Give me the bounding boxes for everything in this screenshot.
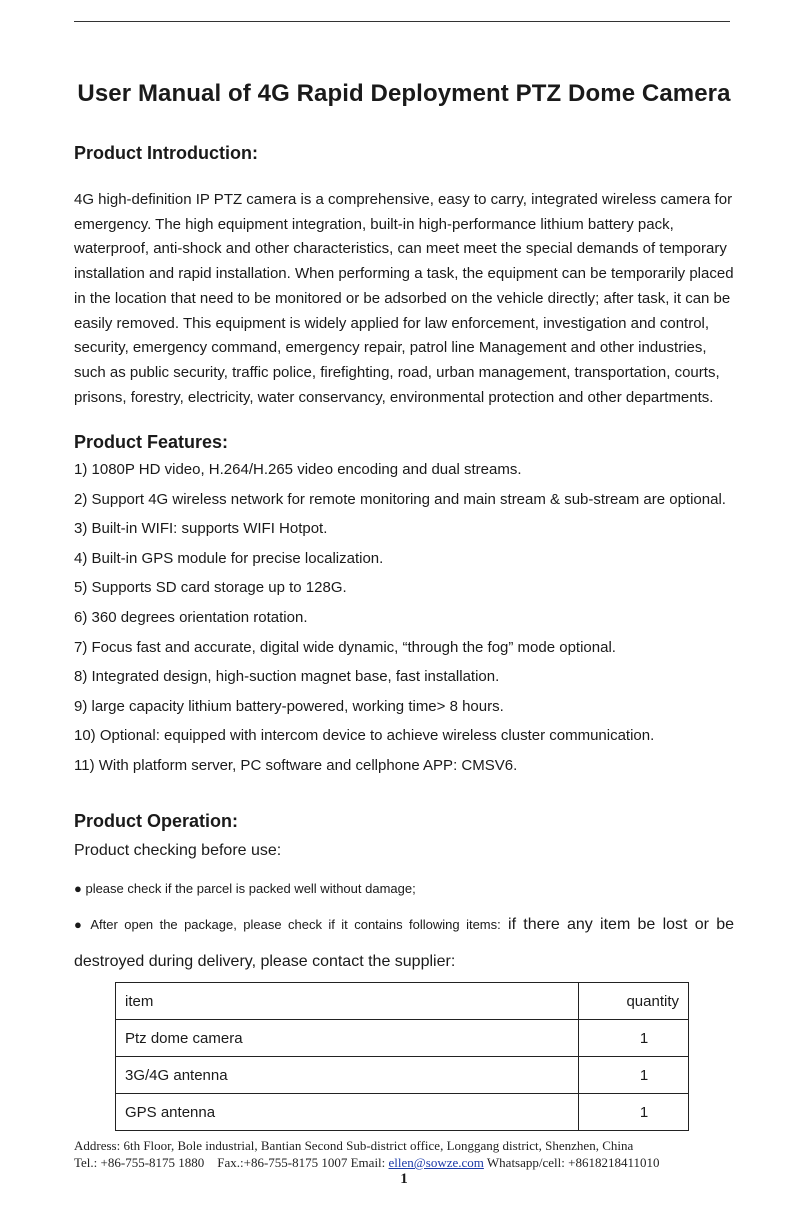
items-table	[115, 982, 689, 1131]
feature-item: 8) Integrated design, high-suction magnet base, fast installation.	[74, 668, 500, 686]
table-header-row	[116, 983, 689, 1020]
table-row	[116, 1020, 689, 1057]
feature-item: 2) Support 4G wireless network for remote monitoring and main stream & sub-stream are optional.	[74, 490, 726, 508]
feature-item: 5) Supports SD card storage up to 128G.	[74, 579, 347, 597]
footer-contact-suffix: Whatsapp/cell: +8618218411010	[483, 1155, 660, 1170]
feature-item: 6) 360 degrees orientation rotation.	[74, 608, 308, 626]
table-row	[116, 1094, 689, 1131]
table-cell-quantity: 1	[579, 1094, 689, 1131]
footer-contact-prefix: Tel.: +86-755-8175 1880 Fax.:+86-755-8175 1007 Email:	[74, 1155, 389, 1170]
header-cell-item: item	[116, 983, 579, 1020]
footer-address: Address: 6th Floor, Bole industrial, Bantian Second Sub-district office, Longgang district, Shenzhen, China	[74, 1138, 634, 1153]
feature-item: 3) Built-in WIFI: supports WIFI Hotpot.	[74, 520, 328, 538]
header-cell-quantity: quantity	[579, 983, 689, 1020]
table-row	[116, 1057, 689, 1094]
feature-item: 9) large capacity lithium battery-powered, working time> 8 hours.	[74, 697, 504, 715]
footer-contact	[74, 1154, 659, 1171]
operation-heading: Product Operation:	[74, 811, 239, 831]
introduction-heading: Product Introduction:	[74, 143, 258, 163]
header-rule	[74, 21, 730, 22]
feature-item: 7) Focus fast and accurate, digital wide dynamic, “through the fog” mode optional.	[74, 638, 616, 656]
check-bullet-2	[74, 916, 734, 934]
check-bullet-2-small: ● After open the package, please check if it contains following items:	[74, 917, 501, 932]
page-footer	[74, 1137, 659, 1171]
table-cell-quantity: 1	[579, 1057, 689, 1094]
page-number: 1	[400, 1171, 408, 1187]
feature-item: 1) 1080P HD video, H.264/H.265 video encoding and dual streams.	[74, 461, 522, 478]
table-cell-item: Ptz dome camera	[116, 1020, 579, 1057]
feature-item: 4) Built-in GPS module for precise localization.	[74, 549, 384, 567]
features-heading: Product Features:	[74, 432, 229, 452]
table-cell-item: GPS antenna	[116, 1094, 579, 1131]
page-title: User Manual of 4G Rapid Deployment PTZ Dome Camera	[77, 80, 731, 107]
operation-subheading: Product checking before use:	[74, 842, 282, 859]
introduction-paragraph: 4G high-definition IP PTZ camera is a comprehensive, easy to carry, integrated wireless camera for emergency. The high equipment integration, built-in high-performance lithium battery pack, waterproof, anti-shock and other characteristics, can meet meet the special demands of temporary installation and rapid installation. When performing a task, the equipment can be temporarily placed in the location that need to be monitored or be adsorbed on the vehicle directly; after task, it can be easily removed. This equipment is widely applied for law enforcement, investigation and control, security, emergency command, emergency repair, patrol line Management and other industries, such as public security, traffic police, firefighting, road, urban management, transportation, courts, prisons, forestry, electricity, water conservancy, environmental protection and other departments.	[74, 191, 734, 406]
feature-item: 10) Optional: equipped with intercom device to achieve wireless cluster communication.	[74, 727, 655, 745]
table-cell-item: 3G/4G antenna	[116, 1057, 579, 1094]
feature-item: 11) With platform server, PC software and cellphone APP: CMSV6.	[74, 756, 518, 774]
footer-email-link[interactable]: ellen@sowze.com	[388, 1155, 484, 1170]
check-bullet-1: ● please check if the parcel is packed well without damage;	[74, 881, 416, 896]
features-list	[74, 459, 754, 785]
check-bullet-2-large: if there any item be lost or be	[508, 916, 735, 933]
check-bullet-2-continued: destroyed during delivery, please contact the supplier:	[74, 953, 456, 970]
table-cell-quantity: 1	[579, 1020, 689, 1057]
